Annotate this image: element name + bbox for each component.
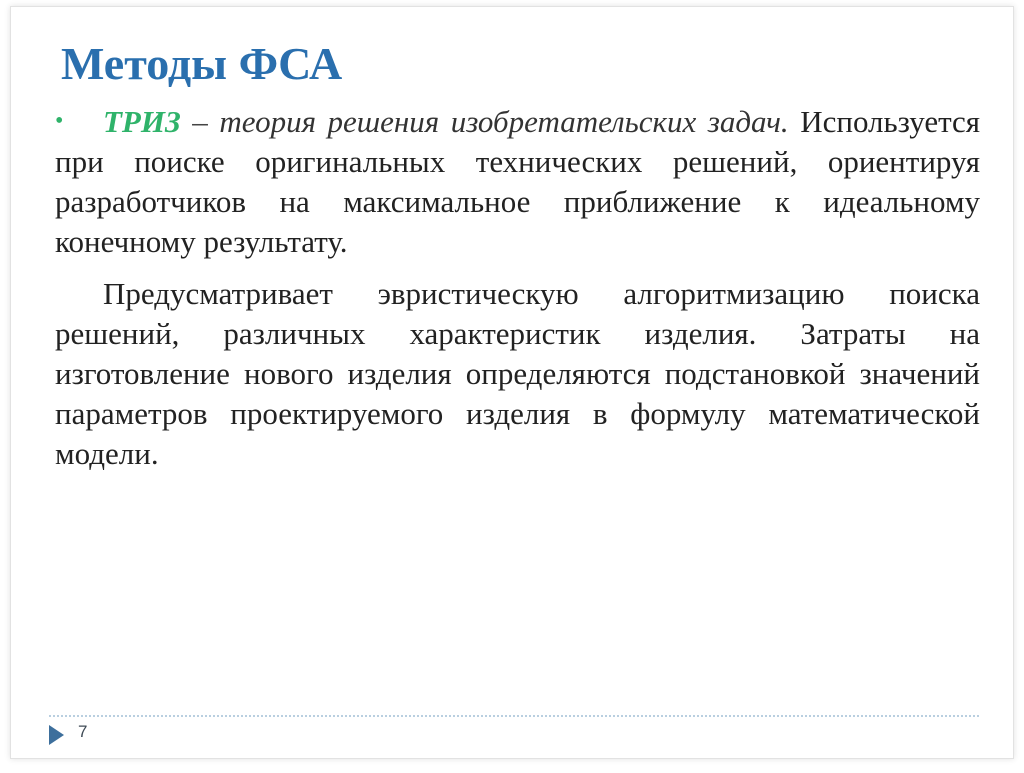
bullet-paragraph	[55, 101, 980, 262]
slide	[10, 6, 1014, 759]
bullet-term: ТРИЗ	[103, 104, 181, 139]
bullet-text: Используется при поиске оригинальных технических решений, ориентируя разработчиков на максимальное приближение к идеальному конечному результату.	[55, 104, 981, 259]
bullet-definition: теория решения изобретательских задач.	[219, 104, 789, 139]
body-paragraph: Предусматривает эвристическую алгоритмизацию поиска решений, различных характеристик изделия. Затраты на изготовление нового изделия определяются подстановкой значений параметров проектируемого изделия в формулу математической модели.	[55, 276, 980, 471]
bullet-dash: –	[192, 104, 208, 139]
triangle-right-icon	[49, 725, 64, 745]
bullet-icon: •	[55, 108, 64, 134]
footer-divider	[49, 715, 979, 717]
slide-title: Методы ФСА	[61, 38, 343, 89]
slide-content	[55, 101, 980, 474]
page-number: 7	[78, 722, 88, 741]
